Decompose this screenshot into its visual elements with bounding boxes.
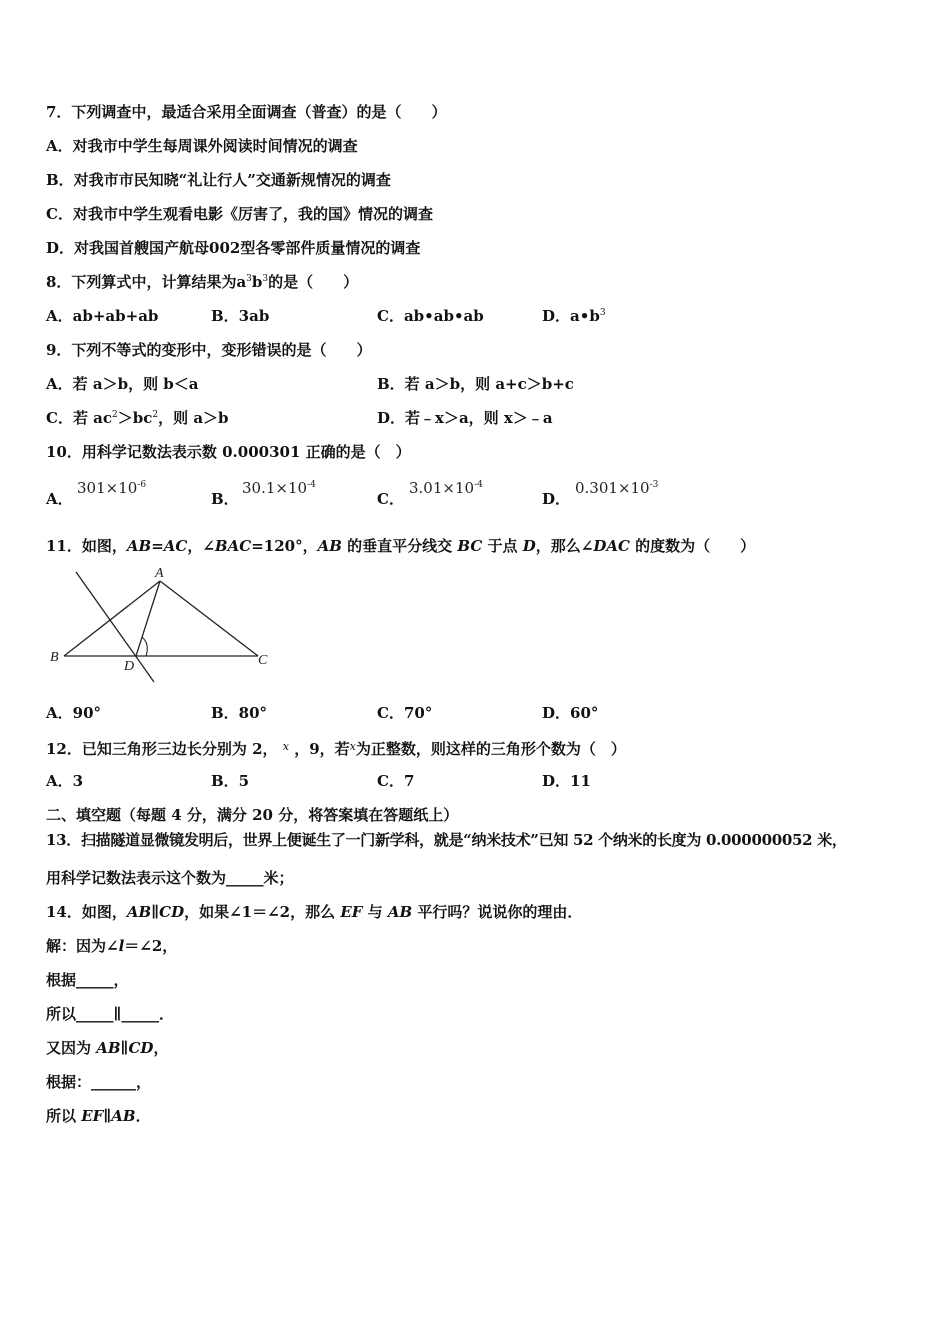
q8-exp-b: 3 (262, 274, 269, 284)
q14-part: 解：因为∠ (46, 937, 119, 955)
q9-option-c (46, 408, 229, 428)
q8-stem-part: b (251, 273, 263, 291)
q10-label-c: C． (377, 490, 404, 508)
q9-c-exp: 2 (112, 410, 118, 420)
q12-option-c: C．7 (377, 772, 415, 790)
q12-part: 为正整数，则这样的三角形个数为（ ） (355, 740, 626, 758)
label-b: B (50, 650, 59, 665)
q14-reason-2: 根据：______， (46, 1073, 152, 1091)
q11-stem (46, 536, 755, 556)
q10-label-b: B． (211, 490, 239, 508)
q11-part: BAC (214, 537, 252, 555)
q8-option-c: C．ab•ab•ab (377, 307, 484, 325)
q8-stem (46, 272, 358, 292)
q8-option-d-exp: 3 (599, 308, 606, 318)
q7-stem: 7．下列调查中，最适合采用全面调查（普查）的是（ ） (46, 103, 447, 121)
q12-option-d: D．11 (542, 772, 591, 790)
q14-stem (46, 902, 582, 922)
q10-value-d (575, 479, 658, 497)
q10-base: 301×10 (77, 479, 138, 497)
q11-part: 的度数为（ ） (629, 537, 756, 555)
q7-option-b: B．对我市市民知晓“礼让行人”交通新规情况的调查 (46, 171, 391, 189)
q8-option-b: B．3ab (211, 307, 270, 325)
q9-c-part: ，则 a＞b (158, 409, 229, 427)
q7-option-c: C．对我市中学生观看电影《厉害了，我的国》情况的调查 (46, 205, 433, 223)
q7-option-a: A．对我市中学生每周课外阅读时间情况的调查 (46, 137, 358, 155)
q12-option-a: A．3 (46, 772, 84, 790)
q8-stem-part: 8．下列算式中，计算结果为a (46, 273, 247, 291)
label-a: A (155, 566, 164, 581)
q11-part: 11．如图， (46, 537, 127, 555)
section-2-heading: 二、填空题（每题 4 分，满分 20 分，将答案填在答题纸上） (46, 806, 459, 824)
q11-part: 的垂直平分线交 (341, 537, 458, 555)
q11-part: =120°， (251, 537, 318, 555)
q10-base: 30.1×10 (242, 479, 308, 497)
q14-part: 平行吗？说说你的理由． (412, 903, 583, 921)
q11-part: 于点 (482, 537, 523, 555)
q10-base: 0.301×10 (575, 479, 650, 497)
q11-part: ，那么∠ (535, 537, 594, 555)
q14-part: ，如果∠1＝∠2，那么 (184, 903, 341, 921)
q14-part: AB∥CD (126, 903, 185, 921)
q14-part: ． (135, 1107, 151, 1125)
q11-option-b: B．80° (211, 704, 268, 722)
q14-part: _____． (121, 1005, 174, 1023)
q10-stem: 10．用科学记数法表示数 0.000301 正确的是（ ） (46, 443, 411, 461)
q10-label-a: A． (46, 490, 73, 508)
q10-exp: -4 (474, 480, 483, 490)
q10-value-b (242, 479, 316, 497)
q14-part: EF (340, 903, 363, 921)
q11-triangle-figure (46, 562, 276, 690)
q14-part: ， (153, 1039, 169, 1057)
q10-exp: -3 (649, 480, 659, 490)
q10-value-c (409, 479, 483, 497)
q9-option-a: A．若 a＞b，则 b＜a (46, 375, 199, 393)
q9-c-part: ＞bc (117, 409, 153, 427)
q11-option-c: C．70° (377, 704, 433, 722)
label-d: D (124, 659, 135, 674)
q14-part: EF∥AB (81, 1107, 136, 1125)
q14-part: ∥ (113, 1005, 122, 1023)
q12-var-x: x (282, 740, 289, 753)
label-c: C (258, 653, 268, 668)
side-ac (160, 581, 258, 656)
perpendicular-bisector (76, 572, 154, 682)
q14-conclusion-2 (46, 1106, 151, 1126)
q14-part: 所以_____ (46, 1005, 114, 1023)
q10-value-a (77, 479, 146, 497)
q14-part: 14．如图， (46, 903, 127, 921)
q12-part: ，9，若 (294, 740, 350, 758)
q12-var-x: x (349, 740, 356, 753)
q14-part: AB (387, 903, 413, 921)
q11-part: BC (457, 537, 483, 555)
side-ab (64, 581, 160, 656)
q11-part: AB=AC (126, 537, 188, 555)
q14-part: AB∥CD (96, 1039, 154, 1057)
q14-solution-line (46, 936, 177, 956)
q10-base: 3.01×10 (409, 479, 475, 497)
q14-reason-1: 根据_____， (46, 971, 129, 989)
q14-part: l (118, 937, 125, 955)
q11-part: DAC (593, 537, 630, 555)
q8-option-d-text: D．a•b (542, 307, 600, 325)
q8-exp-a: 3 (246, 274, 252, 284)
q12-part: 12．已知三角形三边长分别为 2， (46, 740, 278, 758)
q11-part: D (522, 537, 536, 555)
segment-ad (136, 581, 160, 656)
q13-line-2: 用科学记数法表示这个数为_____米； (46, 869, 294, 887)
q8-option-d (542, 306, 606, 326)
q8-stem-part: 的是（ ） (268, 273, 359, 291)
q14-part: 与 (362, 903, 388, 921)
q11-option-d: D．60° (542, 704, 599, 722)
q12-stem (46, 737, 626, 759)
q9-option-d: D．若﹣x＞a，则 x＞﹣a (377, 409, 553, 427)
q14-part: 又因为 (46, 1039, 97, 1057)
q10-exp: -4 (307, 480, 316, 490)
q13-line-1: 13．扫描隧道显微镜发明后，世界上便诞生了一门新学科，就是“纳米技术”已知 52 个纳米的长度为 0.000000052 米， (46, 831, 847, 849)
q11-option-a: A．90° (46, 704, 102, 722)
q9-stem: 9．下列不等式的变形中，变形错误的是（ ） (46, 341, 372, 359)
q14-conclusion-1 (46, 1004, 174, 1024)
q14-part: ＝∠2， (124, 937, 178, 955)
q8-option-a: A．ab+ab+ab (46, 307, 159, 325)
q14-given-line (46, 1038, 168, 1058)
q10-exp: -6 (137, 480, 147, 490)
q9-option-b: B．若 a＞b，则 a+c＞b+c (377, 375, 574, 393)
q9-c-exp: 2 (152, 410, 159, 420)
q10-label-d: D． (542, 490, 571, 508)
angle-mark (142, 637, 147, 656)
q7-option-d: D．对我国首艘国产航母002型各零部件质量情况的调查 (46, 239, 421, 257)
q9-c-part: C．若 ac (46, 409, 113, 427)
q12-option-b: B．5 (211, 772, 250, 790)
q11-part: AB (317, 537, 342, 555)
q11-part: ，∠ (187, 537, 215, 555)
q14-part: 所以 (46, 1107, 82, 1125)
